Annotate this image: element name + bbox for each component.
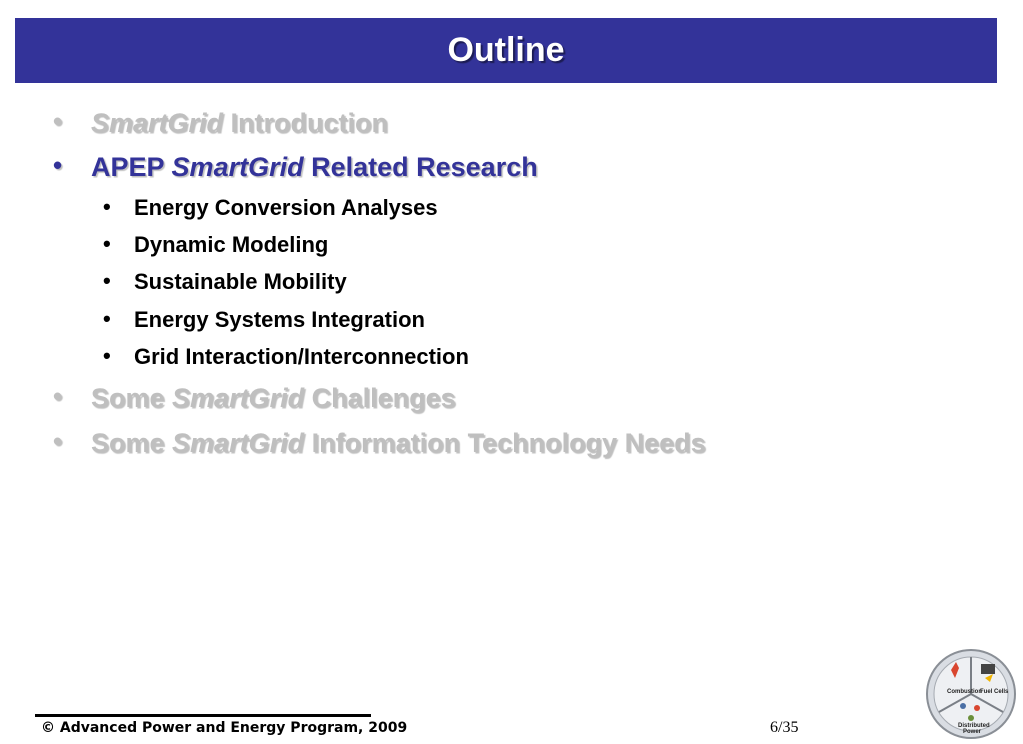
outline-item-suffix: Related Research <box>303 152 538 182</box>
distributed-power-logo <box>925 648 1017 740</box>
logo-power-label: Power <box>963 729 982 735</box>
bullet-icon: • <box>53 426 63 456</box>
sub-item-label: Energy Conversion Analyses <box>134 195 438 220</box>
bullet-icon: • <box>103 343 111 368</box>
outline-item-suffix: Introduction <box>223 108 389 138</box>
logo-fuelcells-label: Fuel Cells <box>980 689 1009 695</box>
outline-item-prefix: APEP <box>91 152 172 182</box>
outline-item-emphasis: SmartGrid <box>172 428 305 458</box>
slide-title: Outline <box>447 31 565 69</box>
outline-item-emphasis: SmartGrid <box>91 108 224 138</box>
page-number: 6/35 <box>770 719 799 736</box>
outline-item-emphasis: SmartGrid <box>171 152 304 182</box>
logo-distributed-label: Distributed <box>958 723 990 729</box>
sub-item-label: Dynamic Modeling <box>134 232 329 257</box>
bullet-icon: • <box>53 150 63 180</box>
footer-copyright: © Advanced Power and Energy Program, 2009 <box>41 720 408 736</box>
logo-combustion-label: Combustion <box>947 689 982 695</box>
sub-item-label: Sustainable Mobility <box>134 269 347 294</box>
outline-item-prefix: Some <box>91 428 173 458</box>
bullet-icon: • <box>103 306 111 331</box>
bullet-icon: • <box>103 268 111 293</box>
sub-item-label: Grid Interaction/Interconnection <box>134 344 469 369</box>
outline-item-emphasis: SmartGrid <box>172 383 305 413</box>
bullet-icon: • <box>53 106 63 136</box>
bullet-icon: • <box>53 381 63 411</box>
outline-item-suffix: Information Technology Needs <box>304 428 706 458</box>
bullet-icon: • <box>103 194 111 219</box>
fuel-cell-icon <box>981 664 995 674</box>
outline-item-prefix: Some <box>91 383 173 413</box>
sub-item-label: Energy Systems Integration <box>134 307 425 332</box>
outline-item-suffix: Challenges <box>304 383 456 413</box>
footer-divider <box>35 714 371 717</box>
bullet-icon: • <box>103 231 111 256</box>
